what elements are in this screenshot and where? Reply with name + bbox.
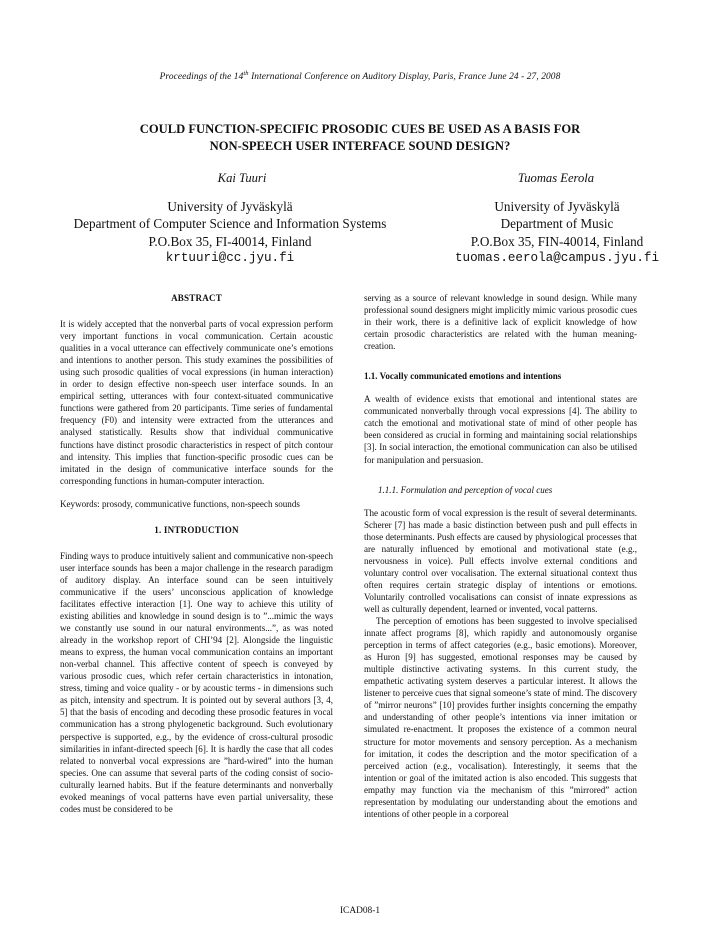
author-2-university: University of Jyväskylä — [494, 199, 620, 214]
author-2-affiliation — [412, 198, 702, 268]
author-2-name: Tuomas Eerola — [517, 171, 595, 185]
author-2-address: P.O.Box 35, FIN-40014, Finland — [470, 233, 644, 249]
author-1-affiliation — [40, 198, 420, 268]
header-text-post: International Conference on Auditory Display, Paris, France June 24 - 27, 2008 — [248, 72, 561, 83]
subsubsection-paragraph-1: The acoustic form of vocal expression is the result of several determinants. Scherer [7] has made a basic distinction between push and pull effects in those determinants. Push effects are caused by physiological processes that are naturally influenced by emotional and motivational state (e.g., nervousness in voice). Pull effects involve external conditions and voluntary control over vocalisation. The external situational context thus often requires certain strategic display of intentions or emotions. Voluntarily controlled vocalisations can consist of innate expressions as well as culturally dependent, learned or invented, vocal patterns. — [364, 507, 637, 614]
subsection-heading: 1.1. Vocally communicated emotions and intentions — [364, 371, 562, 382]
introduction-text: Finding ways to produce intuitively salient and communicative non-speech user interface sounds has been a major challenge in the research paradigm of auditory display. An interface sound can be seen intuitively communicative if the users’ unconscious application of knowledge facilitates effective interaction [1]. One way to achieve this utility of existing abilities and knowledge in sound design is to ”...mimic the ways we constantly use sound in our natural environments...”, as was noted already in the workshop report of CHI’94 [2]. Alongside the linguistic means to express, the human vocal communication contains an important non-verbal channel. This affective content of speech is conveyed by various prosodic cues, which refer certain characteristics in intonation, stress, timing and voice quality - or by acoustic terms - in dimensions such as pitch, intensity and spectrum. It is pointed out by several authors [3, 4, 5] that the basis of encoding and decoding these prosodic features in vocal communication has a strong phylogenetic background. Such evolutionary perspective is supported, e.g., by the evidence of cross-cultural prosodic similarities in infant-directed speech [6]. It is hardly the case that all codes related to nonverbal vocal expressions are ”hard-wired” into the human species. One can assume that several parts of the coding consist of socio-culturally learned habits. But if the feature determinants and nonverbally evoked meanings of vocal patterns have even partial universality, these codes must be considered to be — [60, 550, 333, 814]
author-1-address: P.O.Box 35, FI-40014, Finland — [148, 233, 312, 249]
abstract-heading: ABSTRACT — [171, 293, 222, 303]
header-superscript: th — [243, 70, 249, 77]
author-1-name: Kai Tuuri — [217, 171, 267, 185]
subsubsection-heading: 1.1.1. Formulation and perception of vocal cues — [378, 484, 553, 495]
header-text-pre: Proceedings of the 14 — [159, 72, 244, 83]
author-2-email[interactable]: tuomas.eerola@campus.jyu.fi — [454, 251, 660, 266]
author-1-university: University of Jyväskylä — [167, 199, 293, 214]
right-column — [364, 292, 637, 820]
abstract-text: It is widely accepted that the nonverbal parts of vocal expression perform very important functions in vocal communication. Certain acoustic qualities in a vocal utterance can effectively communicate one’s emotions and intentions to another person. This study examines the possibilities of using such prosodic qualities of vocal expressions (in human interaction) in order to design effective non-speech user interface sounds. In an empirical setting, utterances with four context-situated communicative functions were gathered from 20 participants. Time series of fundamental frequency (F0) and intensity were extracted from the utterances and analysed statistically. Results show that individual communicative functions have distinct prosodic characteristics in respect of pitch contour and intensity. This implies that function-specific prosodic cues can be imitated in the design of communicative interface sounds for the corresponding functions in human-computer interaction. — [60, 319, 333, 486]
subsubsection-paragraph-2: The perception of emotions has been suggested to involve specialised innate affect programs [8], which rapidly and autonomously organise perception in terms of affect categories (e.g., basic emotions). Moreover, as Huron [9] has suggested, emotional responses may be caused by multiple distinctive activating systems. In this current study, the empathetic activating system deserves a particular interest. It allows the listener to perceive cues that signal someone’s state of mind. The discovery of ”mirror neurons” [10] provides further insights concerning the empathy and understanding of other people’s intentions via inner imitation or simulated re-enactment. It proposes the existence of a common neural structure for motor movements and sensory perception. As a mechanism for imitation, it codes the description and the motor specification of a perceived action (e.g., vocalisation). Interestingly, it seems that the intention or goal of the imitated action is also encoded. This suggests that empathy may function via the mechanism of this ”mirrored” action representation by modulating our understanding about the emotions and intentions of other people in a corporeal — [364, 616, 637, 819]
left-column — [60, 292, 333, 815]
introduction-heading: 1. INTRODUCTION — [154, 524, 239, 535]
page-footer: ICAD08-1 — [339, 906, 381, 916]
title-line-2: NON-SPEECH USER INTERFACE SOUND DESIGN? — [209, 139, 511, 153]
author-1-department: Department of Computer Science and Information Systems — [73, 216, 387, 232]
paper-title — [40, 121, 680, 155]
author-1-email[interactable]: krtuuri@cc.jyu.fi — [165, 251, 295, 266]
keywords: Keywords: prosody, communicative functions, non-speech sounds — [60, 498, 300, 509]
intro-continuation-text: serving as a source of relevant knowledge in sound design. While many professional sound designers might implicitly mimic various prosodic cues in their work, there is a definitive lack of explicit knowledge of how certain prosodic characteristics are related with the human meaning-creation. — [364, 293, 637, 352]
subsection-text: A wealth of evidence exists that emotional and intentional states are communicated nonverbally through vocal expressions [4]. The ability to catch the emotional and motivational state of mind of other people has been considered as crucial in forming and maintaining social relationships [3]. In social interaction, the emotional communication can also be utilised for manipulation and persuasion. — [364, 394, 637, 465]
author-2-department: Department of Music — [500, 216, 614, 232]
title-line-1: COULD FUNCTION-SPECIFIC PROSODIC CUES BE USED AS A BASIS FOR — [139, 122, 581, 136]
proceedings-header — [0, 70, 720, 82]
